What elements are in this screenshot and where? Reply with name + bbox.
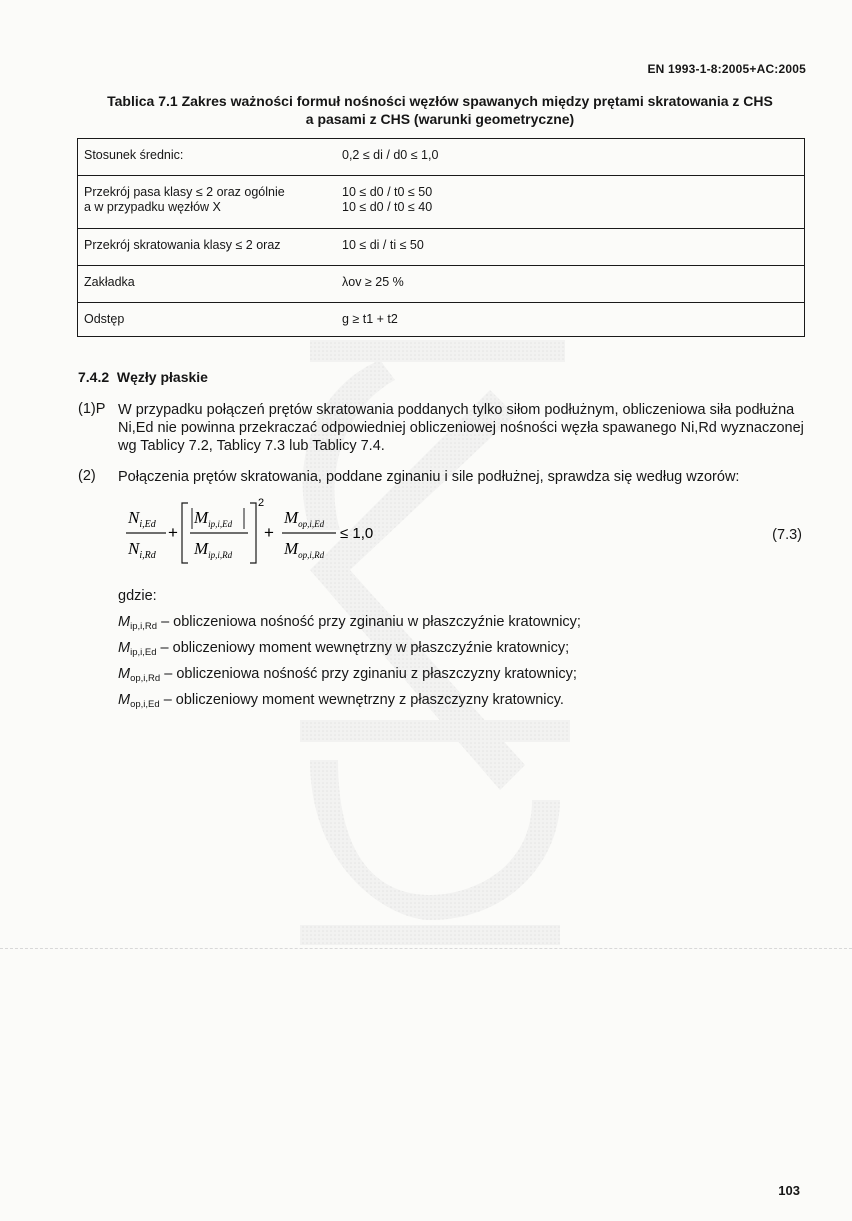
definition-item: $M_{op,i,Ed}$ – obliczeniowy moment wewnętrzny z płaszczyzny kratownicy. (118, 692, 564, 710)
formula-rhs: ≤ 1,0 (340, 525, 374, 542)
svg-text:+: + (168, 523, 178, 542)
m-op-ird: $M_{op,i,Rd}$ (284, 539, 325, 560)
n-ird: $N_{i,Rd}$ (128, 539, 156, 561)
standard-code: EN 1993-1-8:2005+AC:2005 (647, 62, 806, 76)
svg-text:+: + (264, 523, 274, 542)
definition-item: $M_{ip,i,Ed}$ – obliczeniowy moment wewnętrzny w płaszczyźnie kratownicy; (118, 640, 570, 658)
definition-item: $M_{op,i,Rd}$ – obliczeniowa nośność przy zginaniu z płaszczyzny kratownicy; (118, 666, 577, 684)
m-op-ied: $M_{op,i,Ed}$ (284, 508, 325, 529)
table-row: Odstęp g ≥ t1 + t2 (84, 312, 398, 326)
equation-number: (7.3) (772, 527, 802, 543)
paragraph-tag: (2) (78, 468, 96, 484)
svg-text:2: 2 (258, 497, 265, 509)
m-ip-ird: $M_{ip,i,Rd}$ (194, 539, 233, 560)
scan-fold-line (0, 948, 852, 949)
m-ip-ied: $M_{ip,i,Ed}$ (194, 508, 233, 529)
table-row: Stosunek średnic: 0,2 ≤ di / d0 ≤ 1,0 (78, 139, 804, 163)
section-heading: 7.4.2 Węzły płaskie (78, 369, 208, 385)
diameter-ratio-value: 0,2 ≤ di / d0 ≤ 1,0 (342, 148, 439, 162)
page-number: 103 (778, 1183, 800, 1198)
paragraph-1: W przypadku połączeń prętów skratowania poddanych tylko siłom podłużnym, obliczeniowa siła podłużna Ni,Ed nie powinna przekraczać odpowiedniej obliczeniowej nośności węzła spawanego Ni,Rd wyznaczonej wg Tablicy 7.2, Tablicy 7.3 lub Tablicy 7.4. (118, 402, 804, 454)
paragraph-2: Połączenia prętów skratowania, poddane zginaniu i sile podłużnej, sprawdza się według wzorów: (118, 469, 740, 485)
geometry-conditions-table (77, 138, 805, 337)
where-label: gdzie: (118, 588, 157, 604)
formula-7-3 (118, 496, 418, 576)
table-caption: Tablica 7.1 Zakres ważności formuł nośności węzłów spawanych między prętami skratowania z CHS a pasami z CHS (warunki geometryczne) (107, 93, 773, 127)
definition-item: $M_{ip,i,Rd}$ – obliczeniowa nośność przy zginaniu w płaszczyźnie kratownicy; (118, 614, 581, 632)
table-row: Zakładka λov ≥ 25 % (84, 275, 404, 289)
table-row: Przekrój skratowania klasy ≤ 2 oraz 10 ≤ di / ti ≤ 50 (84, 238, 424, 252)
paragraph-tag: (1)P (78, 401, 106, 417)
table-row: Przekrój pasa klasy ≤ 2 oraz ogólnie 10 ≤ d0 / t0 ≤ 50 a w przypadku węzłów X 10 ≤ d0 / t0 ≤ 40 (84, 185, 433, 214)
n-ied: $N_{i,Ed}$ (128, 508, 156, 530)
